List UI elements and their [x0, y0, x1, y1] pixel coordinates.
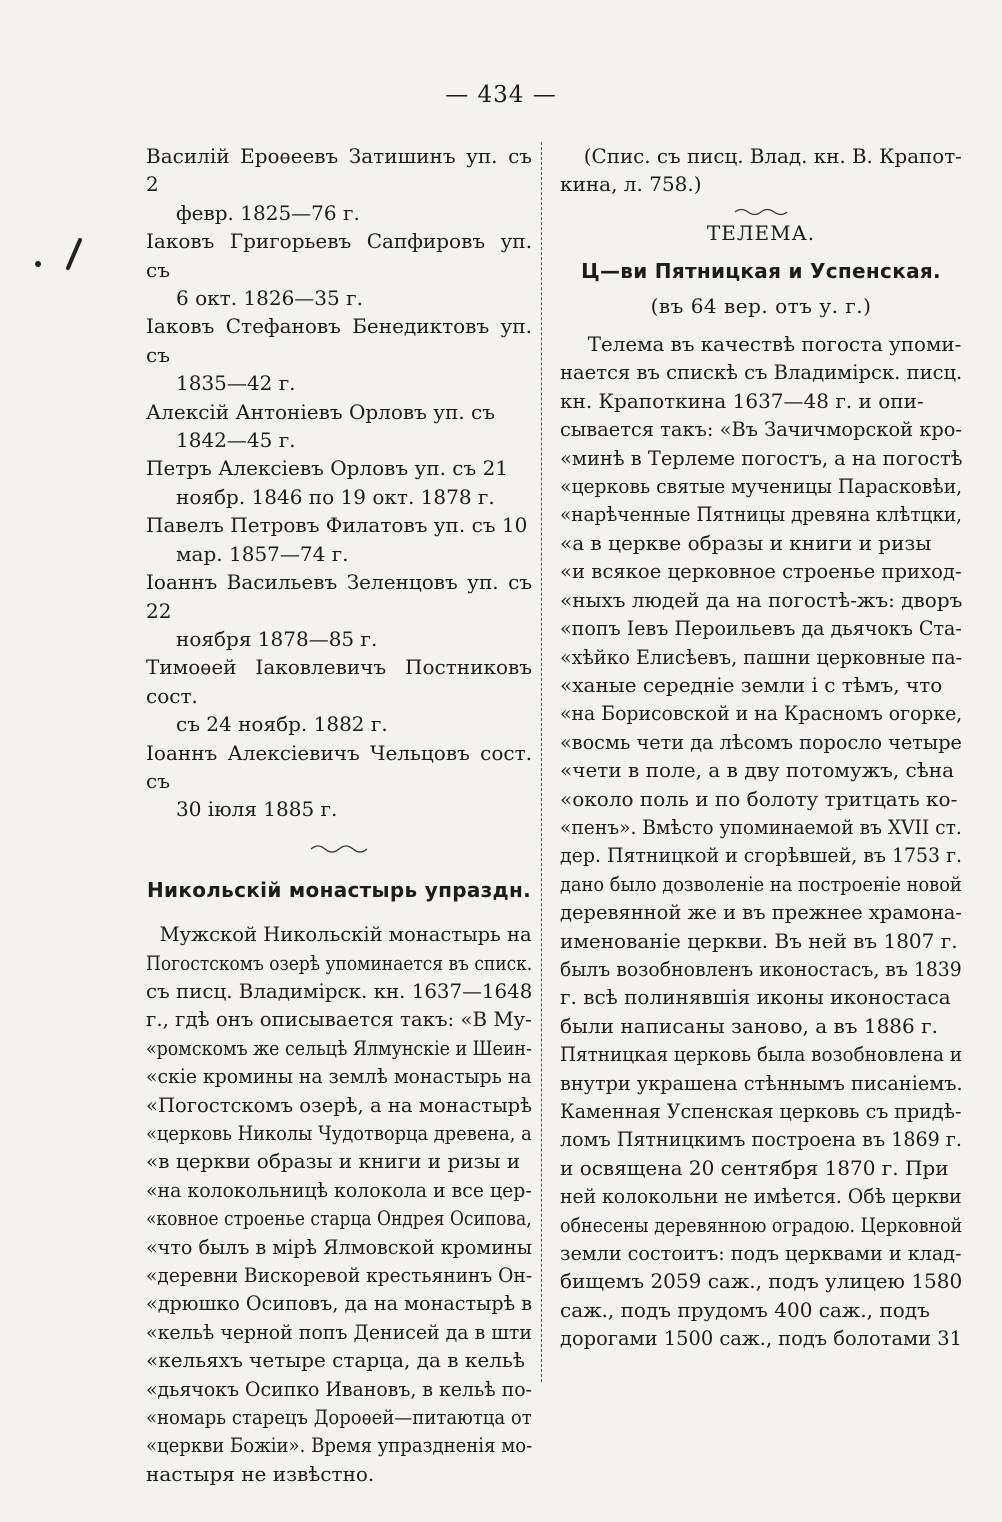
text-line: «около поль и по болоту тритцать ко- [560, 786, 958, 811]
entry-line-2: ноября 1878—85 г. [176, 626, 378, 651]
text-line: «деревни Вискоревой крестьянинъ Он- [146, 1263, 533, 1288]
clergy-entry [146, 511, 532, 568]
right-column [560, 142, 962, 1353]
text-line: «кельѣ черной попъ Денисей да в шти [146, 1319, 532, 1344]
entry-line-1: Іаковъ Стефановъ Бенедиктовъ уп. съ [146, 314, 532, 367]
text-line: «кельяхъ четыре старца, да в кельѣ [146, 1348, 525, 1373]
ink-mark [28, 238, 88, 278]
clergy-entry [146, 568, 532, 653]
entry-line-1: Петръ Алексіевъ Орловъ уп. съ 21 [146, 456, 509, 481]
text-line: «церкви Божіи». Время упраздненія мо- [146, 1433, 533, 1458]
text-line: саж., подъ прудомъ 400 саж., подъ [560, 1297, 930, 1322]
entry-line-1: Павелъ Петровъ Филатовъ уп. съ 10 [146, 513, 528, 538]
entry-line-2: съ 24 ноябр. 1882 г. [176, 712, 388, 737]
text-line: «пенъ». Вмѣсто упоминаемой въ XVII ст. [560, 814, 962, 839]
entry-line-2: 1842—45 г. [176, 428, 296, 453]
entry-line-1: Алексій Антоніевъ Орловъ уп. съ [146, 399, 495, 424]
text-line: деревянной же и въ прежнее храмона- [560, 900, 962, 925]
text-line: «на Борисовской и на Красномъ огорке, [560, 701, 963, 726]
text-line: Мужской Никольскій монастырь на [159, 922, 532, 947]
text-line: были написаны заново, а въ 1886 г. [560, 1013, 938, 1038]
text-line: съ писц. Владимірск. кн. 1637—1648 [146, 978, 533, 1003]
place-name: ТЕЛЕМА. [706, 220, 816, 245]
entry-line-2: 6 окт. 1826—35 г. [176, 286, 363, 311]
ornament-divider [733, 205, 789, 217]
text-line: Пятницкая церковь была возобновлена и [560, 1042, 963, 1067]
text-line: «в церкви образы и книги и ризы и [146, 1149, 521, 1174]
text-line: ломъ Пятницкимъ построена въ 1869 г. [560, 1127, 962, 1152]
text-line: дано было дозволеніе на построеніе новой [560, 871, 962, 896]
entry-line-2: 30 іюля 1885 г. [176, 797, 338, 822]
text-line: (Спис. съ писц. Влад. кн. В. Крапот- [583, 144, 962, 168]
text-line: «ромскомъ же сельцѣ Ялмунскіе и Шеин- [146, 1035, 532, 1060]
left-column [146, 142, 532, 1488]
text-line: «и всякое церковное строенье приход- [560, 559, 962, 584]
section-title: Ц—ви Пятницкая и Успенская. [581, 259, 941, 284]
entry-line-1: Іоаннъ Алексіевичъ Чельцовъ сост. съ [146, 740, 532, 793]
entry-line-1: Іаковъ Григорьевъ Сапфировъ уп. съ [146, 229, 532, 282]
text-line: «а в церкве образы и книги и ризы [560, 530, 932, 555]
ornament-divider [309, 838, 369, 856]
text-line: «нарѣченные Пятницы древяна клѣтцки, [560, 502, 962, 527]
text-line: «Погостскомъ озерѣ, а на монастырѣ [146, 1092, 532, 1117]
entry-line-2: ноябр. 1846 по 19 окт. 1878 г. [176, 484, 495, 509]
section-title: Никольскій монастырь упраздн. [146, 877, 532, 902]
text-line: былъ возобновленъ иконостасъ, въ 1839 [560, 956, 962, 981]
text-line: обнесены деревянною оградою. Церковной [560, 1212, 963, 1237]
text-line: «ханые середніе земли і с тѣмъ, что [560, 672, 943, 697]
entry-line-2: 1835—42 г. [176, 371, 296, 396]
column-divider [541, 142, 542, 1382]
text-line: внутри украшена стѣннымъ писаніемъ. [560, 1070, 963, 1095]
text-line: «попъ Іевъ Пероильевъ да дьячокъ Ста- [560, 616, 962, 641]
text-line: «церковь Николы Чудотворца древена, а [146, 1121, 532, 1145]
text-line: дер. Пятницкой и сгорѣвшей, въ 1753 г. [560, 843, 963, 868]
distance-note: (въ 64 вер. отъ у. г.) [650, 293, 872, 318]
clergy-entry [146, 398, 532, 455]
text-line: «дьячокъ Осипко Ивановъ, в кельѣ по- [146, 1376, 532, 1401]
text-line: дорогами 1500 саж., подъ болотами 31 [560, 1326, 962, 1351]
text-line: настыря не извѣстно. [146, 1461, 375, 1486]
text-line: и освящена 20 сентября 1870 г. При [560, 1155, 949, 1180]
clergy-list [146, 142, 532, 824]
text-line: кина, л. 758.) [560, 172, 702, 197]
text-line: «минѣ в Терлеме погостъ, а на погостѣ [560, 445, 963, 470]
entry-line-2: мар. 1857—74 г. [176, 541, 349, 566]
text-line: кн. Крапоткина 1637—48 г. и опи- [560, 388, 924, 413]
entry-line-2: февр. 1825—76 г. [176, 200, 360, 225]
text-line: Погостскомъ озерѣ упоминается въ списк. [146, 950, 533, 975]
text-line: ней колокольни не имѣется. Обѣ церкви [560, 1184, 962, 1209]
text-line: г., гдѣ онъ описывается такъ: «В Му- [146, 1007, 532, 1032]
text-line: земли состоитъ: подъ церквами и клад- [560, 1241, 962, 1266]
clergy-entry [146, 454, 532, 511]
section-body [560, 330, 962, 1353]
text-line: нается въ спискѣ съ Владимірск. писц. [560, 360, 963, 385]
entry-line-1: Василій Ероѳеевъ Затишинъ уп. съ 2 [146, 144, 532, 197]
text-line: «чети в поле, а в дву потомужъ, сѣна [560, 758, 955, 783]
text-line: «восмь чети да лѣсомъ поросло четыре [560, 729, 962, 754]
section-body [146, 920, 532, 1488]
entry-line-1: Тимоѳей Іаковлевичъ Постниковъ сост. [146, 655, 532, 708]
clergy-entry [146, 227, 532, 312]
text-line: «дрюшко Осиповъ, да на монастырѣ в [146, 1291, 533, 1316]
text-line: «на колокольницѣ колокола и все цер- [146, 1177, 532, 1202]
clergy-entry [146, 739, 532, 824]
text-line: Каменная Успенская церковь съ придѣ- [560, 1099, 962, 1123]
text-line: сывается такъ: «Въ Зачичморской кро- [560, 417, 962, 442]
text-line: «ковное строенье старца Ондрея Осипова, [146, 1206, 532, 1231]
text-line: «ныхъ людей да на погостѣ-жъ: дворъ [560, 587, 963, 612]
text-line: «хѣйко Елисѣевъ, пашни церковные па- [560, 644, 963, 669]
text-line: бищемъ 2059 саж., подъ улицею 1580 [560, 1269, 963, 1294]
clergy-entry [146, 653, 532, 738]
text-line: Телема въ качествѣ погоста упоми- [587, 332, 962, 357]
clergy-entry [146, 142, 532, 227]
text-line: «церковь святые мученицы Парасковѣи, [560, 474, 963, 499]
text-line: «что былъ в мірѣ Ялмовской кромины [146, 1234, 532, 1259]
entry-line-1: Іоаннъ Васильевъ Зеленцовъ уп. съ 22 [146, 570, 532, 623]
source-note [560, 142, 962, 199]
text-line: именованіе церкви. Въ ней въ 1807 г. [560, 928, 958, 953]
text-line: «скіе кромины на землѣ монастырь на [146, 1064, 532, 1089]
text-line: г. всѣ полинявшія иконы иконостаса [560, 985, 951, 1010]
clergy-entry [146, 312, 532, 397]
text-line: «номарь старецъ Дороѳей—питаютца от [146, 1405, 532, 1430]
page-number: — 434 — [445, 82, 557, 108]
